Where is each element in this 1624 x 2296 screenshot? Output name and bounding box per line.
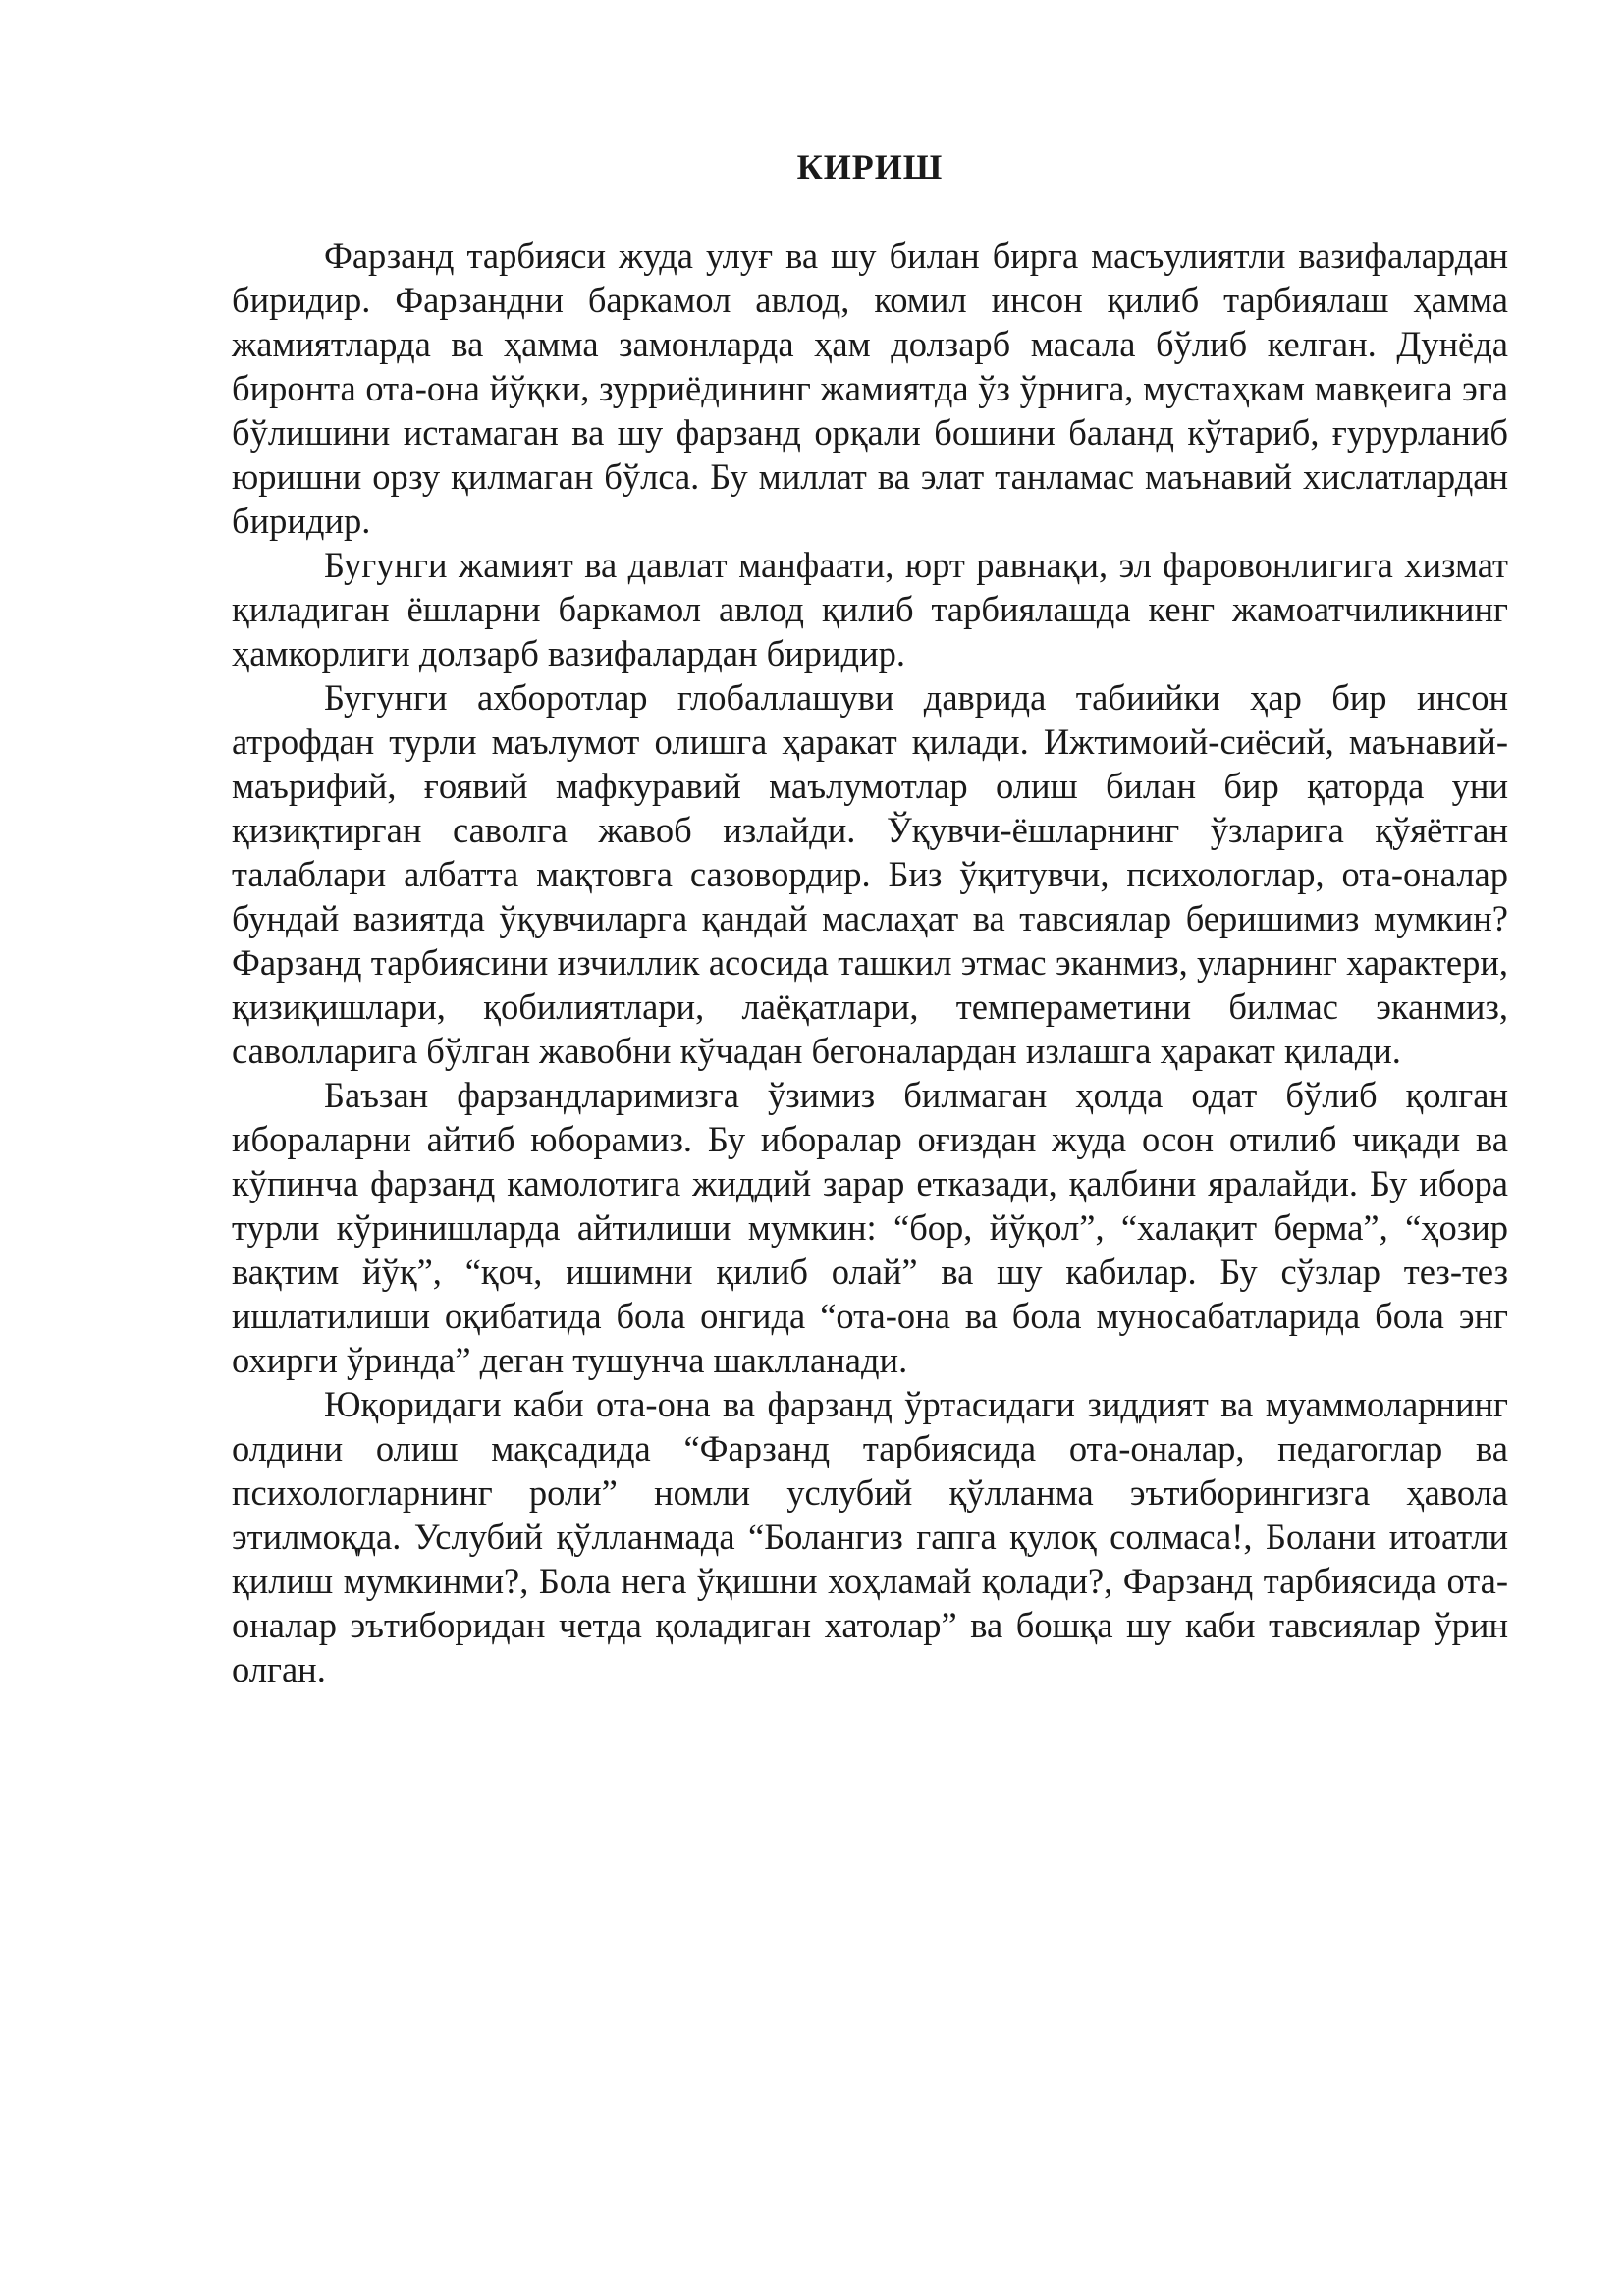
page-title: КИРИШ (796, 147, 944, 187)
paragraph-2: Бугунги жамият ва давлат манфаати, юрт равнақи, эл фаровонлигига хизмат қиладиган ёшларни баркамол авлод қилиб тарбиялашда кенг жамоатчиликнинг ҳамкорлиги долзарб вазифалардан биридир. (232, 545, 1508, 673)
document-body (232, 147, 1508, 1691)
paragraph-3: Бугунги ахборотлар глобаллашуви даврида табиийки ҳар бир инсон атрофдан турли маълумот олишга ҳаракат қилади. Ижтимоий-сиёсий, маънавий-маърифий, ғоявий мафкуравий маълумотлар олиш билан бир қаторда уни қизиқтирган саволга жавоб излайди. Ўқувчи-ёшларнинг ўзларига қўяётган талаблари албатта мақтовга сазовордир. Биз ўқитувчи, психологлар, ота-оналар бундай вазиятда ўқувчиларга қандай маслаҳат ва тавсиялар беришимиз мумкин? Фарзанд тарбиясини изчиллик асосида ташкил этмас эканмиз, уларнинг характери, қизиқишлари, қобилиятлари, лаёқатлари, темпераметини билмас эканмиз, саволларига бўлган жавобни кўчадан бегоналардан излашга ҳаракат қилади. (232, 677, 1508, 1071)
paragraph-4: Баъзан фарзандларимизга ўзимиз билмаган ҳолда одат бўлиб қолган ибораларни айтиб юборамиз. Бу иборалар оғиздан жуда осон отилиб чиқади ва кўпинча фарзанд камолотига жиддий зарар етказади, қалбини яралайди. Бу ибора турли кўринишларда айтилиши мумкин: “бор, йўқол”, “халақит берма”, “ҳозир вақтим йўқ”, “қоч, ишимни қилиб олай” ва шу кабилар. Бу сўзлар тез-тез ишлатилиши оқибатида бола онгида “ота-она ва бола муносабатларида бола энг охирги ўринда” деган тушунча шаклланади. (232, 1075, 1508, 1380)
paragraph-1: Фарзанд тарбияси жуда улуғ ва шу билан бирга масъулиятли вазифалардан биридир. Фарзандни баркамол авлод, комил инсон қилиб тарбиялаш ҳамма жамиятларда ва ҳамма замонларда ҳам долзарб масала бўлиб келган. Дунёда биронта ота-она йўқки, зурриёдининг жамиятда ўз ўрнига, мустаҳкам мавқеига эга бўлишини истамаган ва шу фарзанд орқали бошини баланд кўтариб, ғурурланиб юришни орзу қилмаган бўлса. Бу миллат ва элат танламас маънавий хислатлардан биридир. (232, 236, 1508, 541)
paragraph-5: Юқоридаги каби ота-она ва фарзанд ўртасидаги зиддият ва муаммоларнинг олдини олиш мақсадида “Фарзанд тарбиясида ота-оналар, педагоглар ва психологларнинг роли” номли услубий қўлланма эътиборингизга ҳавола этилмоқда. Услубий қўлланмада “Болангиз гапга қулоқ солмаса!, Болани итоатли қилиш мумкинми?, Бола нега ўқишни хоҳламай қолади?, Фарзанд тарбиясида ота-оналар эътиборидан четда қоладиган хатолар” ва бошқа шу каби тавсиялар ўрин олган. (232, 1384, 1508, 1689)
